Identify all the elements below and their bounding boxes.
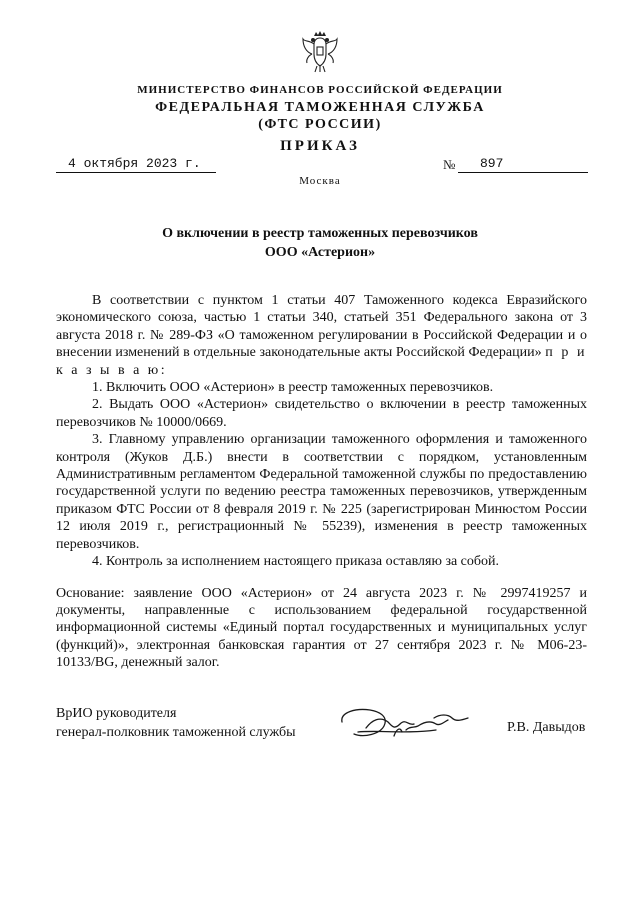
handwritten-signature bbox=[336, 700, 482, 744]
preamble-text: В соответствии с пунктом 1 статьи 407 Таможенного кодекса Евразийского экономического союза, частью 1 статьи 340, статьей 351 Федерального закона от 3 августа 2018 г. № 289-ФЗ «О таможенном регулировании в Российской Федерации и о внесении изменений в отдельные законодательные акты Российской Федерации» bbox=[56, 293, 587, 361]
number-underline bbox=[458, 172, 588, 173]
service-name-line1: ФЕДЕРАЛЬНАЯ ТАМОЖЕННАЯ СЛУЖБА bbox=[155, 100, 485, 115]
order-item: 3. Главному управлению организации таможенного оформления и таможенного контроля (Жуков Д.Б.) внести в соответствии с порядком, установленным Административным регламентом Федеральной таможенной службы по предоставлению государственной услуги по ведению реестра таможенных перевозчиков, утвержденным приказом ФТС России от 8 февраля 2019 г. № 225 (зарегистрирован Минюстом России 12 июля 2019 г., регистрационный № 55239), изменения в реестр таможенных перевозчиков. bbox=[56, 432, 587, 552]
order-date: 4 октября 2023 г. bbox=[68, 156, 201, 171]
basis-paragraph: Основание: заявление ООО «Астерион» от 24 августа 2023 г. № 2997419257 и документы, направленные с использованием федеральной государственной информационной системы «Единый портал государственных и муниципальных услуг (функций)», электронная банковская гарантия от 27 сентября 2023 г. № М06-23-10133/BG, денежный залог. bbox=[56, 585, 587, 671]
subject-line1: О включении в реестр таможенных перевозчиков bbox=[162, 226, 478, 241]
signatory-name: Р.В. Давыдов bbox=[507, 720, 586, 735]
subject-line2: ООО «Астерион» bbox=[264, 245, 376, 260]
order-item: 4. Контроль за исполнением настоящего приказа оставляю за собой. bbox=[92, 554, 500, 570]
document-type: ПРИКАЗ bbox=[280, 138, 360, 154]
order-number-label: № bbox=[443, 157, 456, 172]
ministry-name: МИНИСТЕРСТВО ФИНАНСОВ РОССИЙСКОЙ ФЕДЕРАЦИИ bbox=[137, 84, 503, 96]
date-underline bbox=[56, 172, 216, 173]
position-line1: ВрИО руководителя bbox=[56, 706, 177, 721]
order-word: п р и к а з ы в а ю: bbox=[56, 345, 588, 378]
preamble-paragraph bbox=[56, 292, 587, 379]
order-body bbox=[56, 292, 587, 672]
service-name-line2: (ФТС РОССИИ) bbox=[258, 117, 382, 132]
service-name bbox=[0, 99, 640, 133]
signatory-position bbox=[56, 704, 295, 742]
position-line2: генерал-полковник таможенной службы bbox=[56, 725, 296, 740]
order-item: 2. Выдать ООО «Астерион» свидетельство о включении в реестр таможенных перевозчиков № 10000/0669. bbox=[56, 397, 587, 430]
coat-of-arms-icon bbox=[300, 30, 340, 74]
order-subject bbox=[0, 224, 640, 262]
order-item: 1. Включить ООО «Астерион» в реестр таможенных перевозчиков. bbox=[92, 380, 494, 396]
order-number: 897 bbox=[480, 156, 504, 171]
city: Москва bbox=[299, 175, 341, 187]
